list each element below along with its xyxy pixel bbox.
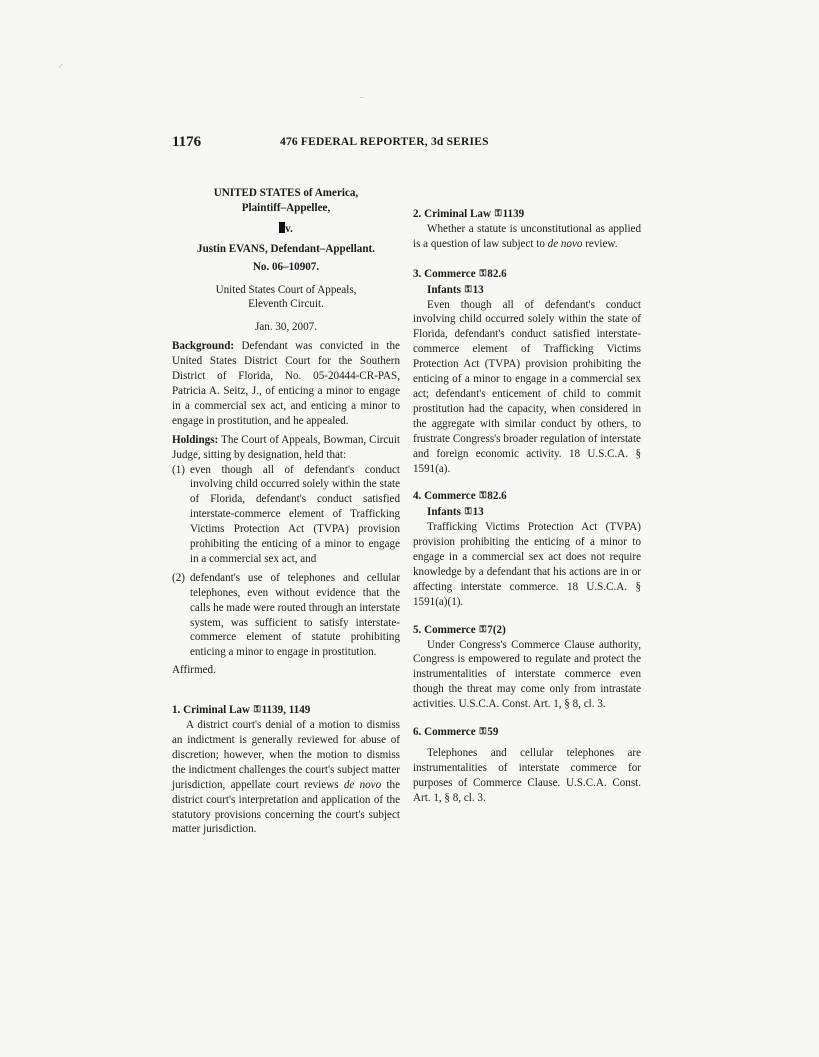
headnote-1-heading: 1. Criminal Law ⚿1139, 1149 [172, 704, 311, 717]
disposition: Affirmed. [172, 664, 216, 677]
decision-date: Jan. 30, 2007. [255, 321, 317, 334]
running-head: 476 FEDERAL REPORTER, 3d SERIES [280, 136, 489, 148]
background-paragraph: Background: Defendant was convicted in the United States District Court for the Southern District of Florida, No. 05-20444-CR-PAS, Patricia A. Seitz, J., of enticing a minor to engage in a commercial sex act, and enticing a minor to engage in prostitution, and he appealed. [172, 340, 400, 427]
holdings-list [172, 463, 400, 661]
headnote-3-subheading: Infants ⚿13 [427, 283, 484, 296]
headnote-3-heading: 3. Commerce ⚿82.6 [413, 267, 507, 280]
headnote-3-text: Even though all of defendant's conduct involving child occurred solely within the state of Florida, defendant's conduct satisfied interstate-commerce element of Trafficking Victims Protection Act (TVPA) provision prohibiting the enticing of a minor to engage in a commercial sex act; defendant's enticement of child to commit prostitution had the capacity, when considered in the aggregate with similar conduct by others, to frustrate Congress's broader regulation of interstate and foreign economic activity. 18 U.S.C.A. § 1591(a). [413, 298, 641, 475]
versus: v. [172, 222, 400, 237]
headnote-5-text: Under Congress's Commerce Clause authority, Congress is empowered to regulate and protect the instrumentalities of interstate commerce even though the threat may come only from intrastate activities. U.S.C.A. Const. Art. 1, § 8, cl. 3. [413, 638, 641, 711]
docket-number: No. 06–10907. [252, 260, 320, 273]
key-number-icon: ⚿ [479, 623, 487, 634]
right-column [413, 198, 641, 806]
key-number-icon: ⚿ [479, 726, 487, 737]
party-two: Justin EVANS, Defendant–Appellant. [197, 242, 375, 255]
key-number-icon: ⚿ [479, 490, 487, 501]
left-column [172, 176, 400, 837]
holdings-paragraph: Holdings: The Court of Appeals, Bowman, Circuit Judge, sitting by designation, held that: [172, 433, 400, 461]
headnote-6-text: Telephones and cellular telephones are instrumentalities of interstate commerce for purposes of Commerce Clause. U.S.C.A. Const. Art. 1, § 8, cl. 3. [413, 747, 641, 804]
headnote-4-text: Trafficking Victims Protection Act (TVPA) provision prohibiting the enticing of a minor to engage in a commercial sex act does not require knowledge by a defendant that his actions are in or affecting interstate commerce. 18 U.S.C.A. § 1591(a)(1). [413, 521, 641, 608]
key-number-icon: ⚿ [464, 506, 472, 517]
page-number: 1176 [172, 134, 202, 150]
headnote-4-subheading: Infants ⚿13 [427, 506, 484, 519]
scan-speck: ⸝ [58, 59, 63, 70]
holding-item: (2) defendant's use of telephones and cellular telephones, even without evidence that the calls he made were routed through an interstate system, was sufficient to satisfy interstate-commerce element of statute prohibiting enticing a minor to engage in prostitution. [172, 571, 400, 659]
holding-item: (1) even though all of defendant's conduct involving child occurred solely within the state of Florida, defendant's conduct satisfied interstate-commerce element of Trafficking Victims Protection Act (TVPA) provision prohibiting the enticing of a minor to engage in a commercial sex act, and [172, 463, 400, 565]
key-number-icon: ⚿ [464, 283, 472, 294]
court-name: United States Court of Appeals, Eleventh Circuit. [215, 283, 357, 311]
key-number-icon: ⚿ [253, 704, 261, 715]
headnote-4-heading: 4. Commerce ⚿82.6 [413, 490, 507, 503]
key-number-icon: ⚿ [494, 208, 502, 218]
page-header [172, 134, 652, 156]
headnote-1-text: A district court's denial of a motion to dismiss an indictment is generally reviewed for abuse of discretion; however, when the motion to dismiss the indictment challenges the court's subject matter jurisdiction, appellate court reviews de novo the district court's interpretation and application of the statutory provisions concerning the court's subject matter jurisdiction. [172, 719, 401, 836]
headnote-2-heading: 2. Criminal Law ⚿1139 [413, 208, 525, 220]
key-number-icon: ⚿ [479, 267, 487, 278]
headnote-5-heading: 5. Commerce ⚿7(2) [413, 623, 506, 636]
scan-speck: ‾ [360, 98, 364, 109]
headnote-6-heading: 6. Commerce ⚿59 [413, 726, 499, 739]
headnote-2-text: Whether a statute is unconstitutional as applied is a question of law subject to de novo review. [413, 222, 641, 250]
party-one: UNITED STATES of America, Plaintiff–Appellee, [213, 187, 359, 214]
